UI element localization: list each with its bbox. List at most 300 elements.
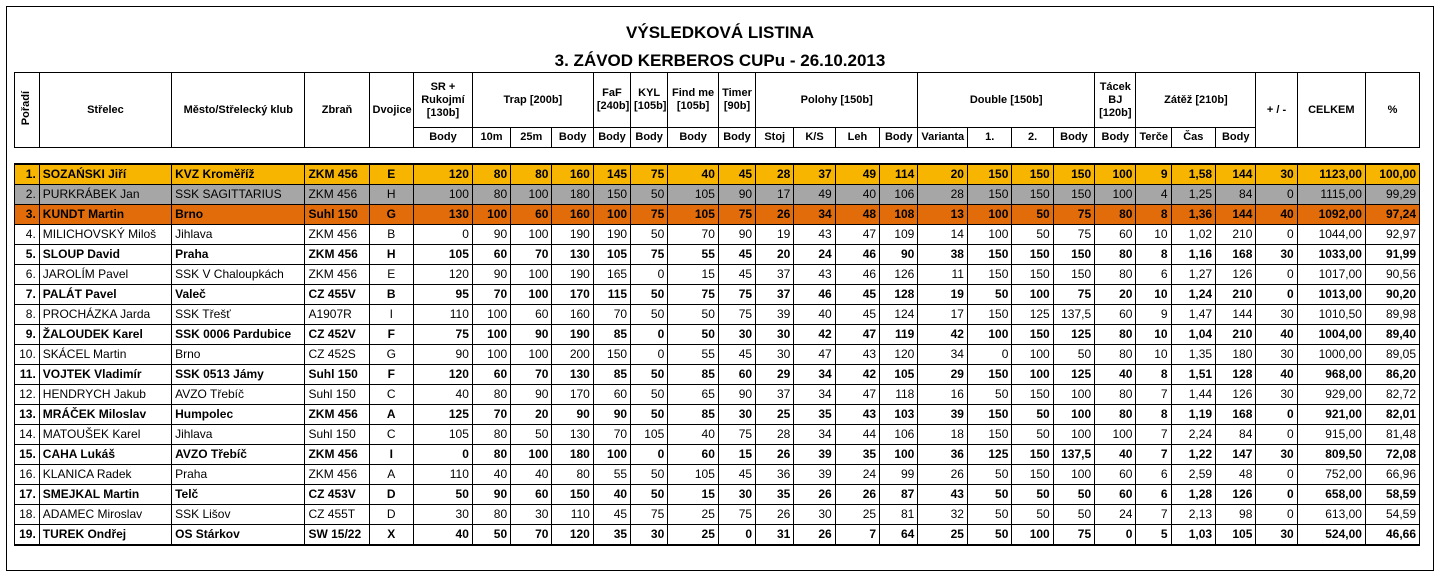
cell-ks: 34 [794, 365, 835, 385]
table-row [15, 205, 1420, 225]
cell-stoj: 37 [756, 265, 794, 285]
cell-rank: 4. [15, 225, 40, 245]
cell-varianta: 11 [918, 265, 968, 285]
table-row [15, 525, 1420, 546]
cell-findme-body: 75 [668, 285, 719, 305]
subheader-stoj: Stoj [756, 128, 794, 148]
cell-pair: E [369, 265, 413, 285]
cell-zatez-body: 210 [1216, 325, 1256, 345]
cell-sr-body: 50 [413, 485, 472, 505]
cell-stoj: 39 [756, 305, 794, 325]
cell-polohy-body: 105 [880, 365, 918, 385]
cell-varianta: 32 [918, 505, 968, 525]
cell-tacek-body: 60 [1095, 485, 1136, 505]
cell-trap-25m: 60 [511, 205, 552, 225]
cell-celkem: 1004,00 [1297, 325, 1365, 345]
cell-celkem: 1123,00 [1297, 164, 1365, 185]
cell-kyl-body: 0 [631, 325, 668, 345]
header-polohy: Polohy [150b] [756, 73, 918, 128]
cell-double-2: 100 [1012, 345, 1053, 365]
cell-faf-body: 85 [593, 365, 630, 385]
cell-timer-body: 45 [718, 245, 755, 265]
cell-varianta: 38 [918, 245, 968, 265]
cell-weapon: CZ 452S [305, 345, 369, 365]
cell-plusminus: 0 [1256, 485, 1297, 505]
cell-trap-25m: 70 [511, 525, 552, 546]
cell-findme-body: 55 [668, 245, 719, 265]
cell-faf-body: 35 [593, 525, 630, 546]
cell-double-1: 50 [967, 285, 1011, 305]
cell-pair: G [369, 345, 413, 365]
cell-faf-body: 190 [593, 225, 630, 245]
cell-trap-body: 160 [552, 164, 593, 185]
cell-varianta: 20 [918, 164, 968, 185]
cell-terce: 8 [1136, 365, 1171, 385]
cell-ks: 39 [794, 465, 835, 485]
cell-shooter: PROCHÁZKA Jarda [39, 305, 171, 325]
subheader-varianta: Varianta [918, 128, 968, 148]
cell-sr-body: 120 [413, 265, 472, 285]
cell-timer-body: 45 [718, 465, 755, 485]
cell-trap-10m: 70 [472, 285, 510, 305]
cell-club: SSK 0006 Pardubice [172, 325, 305, 345]
cell-weapon: ZKM 456 [305, 164, 369, 185]
cell-stoj: 28 [756, 164, 794, 185]
cell-double-2: 50 [1012, 225, 1053, 245]
cell-plusminus: 30 [1256, 385, 1297, 405]
cell-leh: 40 [835, 185, 879, 205]
cell-tacek-body: 40 [1095, 445, 1136, 465]
cell-trap-25m: 100 [511, 345, 552, 365]
cell-plusminus: 0 [1256, 265, 1297, 285]
cell-terce: 6 [1136, 465, 1171, 485]
cell-faf-body: 100 [593, 205, 630, 225]
cell-timer-body: 90 [718, 225, 755, 245]
cell-club: AVZO Třebíč [172, 385, 305, 405]
cell-leh: 46 [835, 245, 879, 265]
cell-polohy-body: 108 [880, 205, 918, 225]
cell-sr-body: 0 [413, 445, 472, 465]
cell-leh: 42 [835, 365, 879, 385]
cell-pct: 90,56 [1365, 265, 1419, 285]
cell-stoj: 26 [756, 505, 794, 525]
cell-varianta: 34 [918, 345, 968, 365]
cell-zatez-body: 128 [1216, 365, 1256, 385]
cell-varianta: 14 [918, 225, 968, 245]
cell-cas: 2,13 [1171, 505, 1215, 525]
cell-pair: C [369, 425, 413, 445]
cell-rank: 11. [15, 365, 40, 385]
cell-double-body: 137,5 [1053, 445, 1094, 465]
cell-leh: 45 [835, 285, 879, 305]
cell-rank: 12. [15, 385, 40, 405]
cell-rank: 5. [15, 245, 40, 265]
cell-pair: D [369, 485, 413, 505]
cell-pair: I [369, 445, 413, 465]
header-zbran: Zbraň [305, 73, 369, 148]
table-row [15, 485, 1420, 505]
cell-trap-body: 80 [552, 465, 593, 485]
cell-findme-body: 15 [668, 485, 719, 505]
cell-double-1: 100 [967, 325, 1011, 345]
cell-double-1: 100 [967, 205, 1011, 225]
cell-sr-body: 110 [413, 305, 472, 325]
cell-polohy-body: 100 [880, 445, 918, 465]
header-timer: Timer [90b] [718, 73, 755, 128]
cell-trap-body: 170 [552, 385, 593, 405]
cell-stoj: 37 [756, 285, 794, 305]
cell-club: Brno [172, 205, 305, 225]
cell-weapon: Suhl 150 [305, 425, 369, 445]
cell-rank: 18. [15, 505, 40, 525]
cell-pair: E [369, 164, 413, 185]
cell-celkem: 1033,00 [1297, 245, 1365, 265]
cell-rank: 17. [15, 485, 40, 505]
subheader-trap-25m: 25m [511, 128, 552, 148]
table-row [15, 305, 1420, 325]
cell-celkem: 968,00 [1297, 365, 1365, 385]
cell-kyl-body: 50 [631, 225, 668, 245]
cell-trap-body: 190 [552, 325, 593, 345]
cell-rank: 16. [15, 465, 40, 485]
header-kyl: KYL [105b] [631, 73, 668, 128]
cell-plusminus: 0 [1256, 225, 1297, 245]
cell-timer-body: 75 [718, 425, 755, 445]
cell-weapon: ZKM 456 [305, 445, 369, 465]
cell-trap-body: 90 [552, 405, 593, 425]
subheader-trap-10m: 10m [472, 128, 510, 148]
cell-cas: 1,03 [1171, 525, 1215, 546]
cell-leh: 26 [835, 485, 879, 505]
cell-ks: 39 [794, 445, 835, 465]
cell-celkem: 1044,00 [1297, 225, 1365, 245]
cell-trap-25m: 70 [511, 365, 552, 385]
subheader-timer-body: Body [718, 128, 755, 148]
cell-plusminus: 40 [1256, 365, 1297, 385]
cell-pair: F [369, 325, 413, 345]
cell-faf-body: 40 [593, 485, 630, 505]
cell-sr-body: 40 [413, 385, 472, 405]
cell-stoj: 20 [756, 245, 794, 265]
cell-tacek-body: 80 [1095, 205, 1136, 225]
cell-shooter: TUREK Ondřej [39, 525, 171, 546]
cell-pair: H [369, 185, 413, 205]
header-mesto: Město/Střelecký klub [172, 73, 305, 148]
cell-polohy-body: 109 [880, 225, 918, 245]
table-row [15, 285, 1420, 305]
cell-polohy-body: 87 [880, 485, 918, 505]
cell-tacek-body: 0 [1095, 525, 1136, 546]
cell-timer-body: 0 [718, 525, 755, 546]
cell-weapon: Suhl 150 [305, 385, 369, 405]
cell-sr-body: 105 [413, 245, 472, 265]
cell-terce: 7 [1136, 385, 1171, 405]
cell-stoj: 35 [756, 485, 794, 505]
cell-trap-10m: 90 [472, 225, 510, 245]
cell-leh: 35 [835, 445, 879, 465]
cell-plusminus: 30 [1256, 525, 1297, 546]
cell-zatez-body: 84 [1216, 425, 1256, 445]
header-double: Double [150b] [918, 73, 1095, 128]
cell-trap-10m: 60 [472, 245, 510, 265]
cell-timer-body: 45 [718, 345, 755, 365]
header-dvojice: Dvojice [369, 73, 413, 148]
cell-double-1: 50 [967, 505, 1011, 525]
cell-zatez-body: 126 [1216, 485, 1256, 505]
cell-shooter: PURKRÁBEK Jan [39, 185, 171, 205]
cell-double-body: 125 [1053, 325, 1094, 345]
cell-terce: 10 [1136, 285, 1171, 305]
cell-findme-body: 25 [668, 505, 719, 525]
cell-findme-body: 25 [668, 525, 719, 546]
table-row [15, 345, 1420, 365]
cell-polohy-body: 64 [880, 525, 918, 546]
cell-kyl-body: 50 [631, 485, 668, 505]
cell-double-2: 100 [1012, 525, 1053, 546]
cell-celkem: 1017,00 [1297, 265, 1365, 285]
cell-polohy-body: 126 [880, 265, 918, 285]
cell-club: Praha [172, 245, 305, 265]
cell-sr-body: 110 [413, 465, 472, 485]
cell-zatez-body: 144 [1216, 164, 1256, 185]
cell-leh: 43 [835, 405, 879, 425]
cell-double-body: 50 [1053, 505, 1094, 525]
cell-trap-10m: 80 [472, 445, 510, 465]
cell-faf-body: 55 [593, 465, 630, 485]
cell-polohy-body: 106 [880, 185, 918, 205]
subheader-faf-body: Body [593, 128, 630, 148]
cell-tacek-body: 40 [1095, 365, 1136, 385]
cell-stoj: 28 [756, 425, 794, 445]
cell-double-2: 150 [1012, 185, 1053, 205]
cell-trap-25m: 100 [511, 285, 552, 305]
cell-terce: 7 [1136, 505, 1171, 525]
cell-timer-body: 30 [718, 485, 755, 505]
cell-tacek-body: 24 [1095, 505, 1136, 525]
cell-faf-body: 115 [593, 285, 630, 305]
cell-pct: 90,20 [1365, 285, 1419, 305]
cell-terce: 5 [1136, 525, 1171, 546]
cell-weapon: ZKM 456 [305, 405, 369, 425]
cell-celkem: 1000,00 [1297, 345, 1365, 365]
cell-zatez-body: 180 [1216, 345, 1256, 365]
cell-celkem: 921,00 [1297, 405, 1365, 425]
cell-leh: 43 [835, 345, 879, 365]
cell-trap-25m: 100 [511, 445, 552, 465]
cell-stoj: 31 [756, 525, 794, 546]
cell-findme-body: 105 [668, 465, 719, 485]
cell-trap-body: 180 [552, 445, 593, 465]
cell-double-body: 150 [1053, 265, 1094, 285]
cell-double-2: 150 [1012, 465, 1053, 485]
cell-weapon: CZ 455V [305, 285, 369, 305]
cell-cas: 2,24 [1171, 425, 1215, 445]
cell-leh: 48 [835, 205, 879, 225]
spacer-cell [15, 148, 1420, 165]
cell-findme-body: 15 [668, 265, 719, 285]
table-row [15, 185, 1420, 205]
cell-pct: 91,99 [1365, 245, 1419, 265]
subheader-trap-body: Body [552, 128, 593, 148]
cell-terce: 10 [1136, 345, 1171, 365]
cell-double-body: 125 [1053, 365, 1094, 385]
cell-weapon: ZKM 456 [305, 225, 369, 245]
cell-shooter: KLANICA Radek [39, 465, 171, 485]
cell-pair: A [369, 405, 413, 425]
cell-pct: 54,59 [1365, 505, 1419, 525]
cell-timer-body: 60 [718, 365, 755, 385]
cell-pct: 97,24 [1365, 205, 1419, 225]
cell-club: AVZO Třebíč [172, 445, 305, 465]
cell-findme-body: 55 [668, 345, 719, 365]
cell-terce: 7 [1136, 425, 1171, 445]
cell-timer-body: 75 [718, 505, 755, 525]
cell-stoj: 19 [756, 225, 794, 245]
cell-faf-body: 85 [593, 325, 630, 345]
cell-timer-body: 45 [718, 265, 755, 285]
cell-pair: I [369, 305, 413, 325]
cell-trap-body: 150 [552, 485, 593, 505]
cell-polohy-body: 103 [880, 405, 918, 425]
cell-ks: 35 [794, 405, 835, 425]
cell-shooter: MRÁČEK Miloslav [39, 405, 171, 425]
cell-kyl-body: 105 [631, 425, 668, 445]
cell-polohy-body: 120 [880, 345, 918, 365]
cell-kyl-body: 50 [631, 385, 668, 405]
cell-plusminus: 0 [1256, 185, 1297, 205]
cell-kyl-body: 50 [631, 465, 668, 485]
cell-trap-25m: 40 [511, 465, 552, 485]
cell-trap-body: 190 [552, 265, 593, 285]
results-body [15, 164, 1420, 545]
cell-weapon: SW 15/22 [305, 525, 369, 546]
cell-tacek-body: 80 [1095, 265, 1136, 285]
cell-polohy-body: 124 [880, 305, 918, 325]
cell-trap-body: 170 [552, 285, 593, 305]
cell-plusminus: 30 [1256, 445, 1297, 465]
cell-weapon: CZ 452V [305, 325, 369, 345]
cell-rank: 8. [15, 305, 40, 325]
cell-ks: 24 [794, 245, 835, 265]
cell-double-body: 100 [1053, 425, 1094, 445]
cell-celkem: 929,00 [1297, 385, 1365, 405]
cell-weapon: ZKM 456 [305, 245, 369, 265]
cell-club: SSK Lišov [172, 505, 305, 525]
cell-zatez-body: 98 [1216, 505, 1256, 525]
cell-double-1: 125 [967, 445, 1011, 465]
table-row [15, 325, 1420, 345]
cell-terce: 9 [1136, 164, 1171, 185]
page-title: VÝSLEDKOVÁ LISTINA [626, 23, 814, 42]
cell-zatez-body: 144 [1216, 305, 1256, 325]
subheader-terce: Terče [1136, 128, 1171, 148]
cell-findme-body: 50 [668, 305, 719, 325]
cell-ks: 42 [794, 325, 835, 345]
cell-club: SSK 0513 Jámy [172, 365, 305, 385]
cell-polohy-body: 90 [880, 245, 918, 265]
cell-kyl-body: 50 [631, 285, 668, 305]
cell-double-2: 100 [1012, 285, 1053, 305]
cell-varianta: 17 [918, 305, 968, 325]
cell-findme-body: 65 [668, 385, 719, 405]
cell-weapon: CZ 455T [305, 505, 369, 525]
header-spacer [15, 148, 1420, 165]
cell-trap-25m: 80 [511, 164, 552, 185]
cell-pair: G [369, 205, 413, 225]
cell-double-body: 75 [1053, 225, 1094, 245]
table-row [15, 225, 1420, 245]
cell-ks: 26 [794, 525, 835, 546]
cell-terce: 6 [1136, 265, 1171, 285]
cell-double-1: 50 [967, 465, 1011, 485]
cell-double-2: 50 [1012, 205, 1053, 225]
cell-terce: 8 [1136, 405, 1171, 425]
cell-trap-body: 160 [552, 205, 593, 225]
cell-pair: X [369, 525, 413, 546]
table-row [15, 164, 1420, 185]
cell-trap-10m: 70 [472, 405, 510, 425]
cell-kyl-body: 75 [631, 505, 668, 525]
cell-varianta: 18 [918, 425, 968, 445]
cell-trap-body: 130 [552, 365, 593, 385]
cell-sr-body: 120 [413, 164, 472, 185]
cell-timer-body: 90 [718, 185, 755, 205]
cell-double-body: 75 [1053, 285, 1094, 305]
cell-leh: 24 [835, 465, 879, 485]
cell-double-2: 150 [1012, 445, 1053, 465]
cell-trap-10m: 90 [472, 265, 510, 285]
cell-trap-body: 120 [552, 525, 593, 546]
cell-terce: 10 [1136, 325, 1171, 345]
cell-double-2: 150 [1012, 265, 1053, 285]
cell-rank: 7. [15, 285, 40, 305]
cell-findme-body: 40 [668, 164, 719, 185]
cell-zatez-body: 168 [1216, 245, 1256, 265]
subheader-tacek-body: Body [1095, 128, 1136, 148]
cell-cas: 1,19 [1171, 405, 1215, 425]
cell-zatez-body: 84 [1216, 185, 1256, 205]
cell-trap-body: 200 [552, 345, 593, 365]
cell-double-2: 150 [1012, 385, 1053, 405]
cell-tacek-body: 80 [1095, 345, 1136, 365]
header-celkem: CELKEM [1297, 73, 1365, 148]
cell-shooter: KUNDT Martin [39, 205, 171, 225]
cell-plusminus: 40 [1256, 325, 1297, 345]
cell-trap-10m: 100 [472, 205, 510, 225]
cell-findme-body: 60 [668, 445, 719, 465]
cell-kyl-body: 50 [631, 405, 668, 425]
cell-double-1: 150 [967, 185, 1011, 205]
cell-double-body: 150 [1053, 185, 1094, 205]
cell-celkem: 915,00 [1297, 425, 1365, 445]
cell-kyl-body: 75 [631, 205, 668, 225]
cell-pair: A [369, 465, 413, 485]
header-strelec: Střelec [39, 73, 171, 148]
cell-double-body: 150 [1053, 164, 1094, 185]
cell-ks: 34 [794, 425, 835, 445]
cell-sr-body: 90 [413, 345, 472, 365]
cell-celkem: 1010,50 [1297, 305, 1365, 325]
cell-double-body: 75 [1053, 525, 1094, 546]
cell-trap-25m: 70 [511, 245, 552, 265]
cell-polohy-body: 118 [880, 385, 918, 405]
cell-plusminus: 30 [1256, 245, 1297, 265]
cell-shooter: SLOUP David [39, 245, 171, 265]
cell-trap-25m: 20 [511, 405, 552, 425]
cell-varianta: 19 [918, 285, 968, 305]
subheader-double-1: 1. [967, 128, 1011, 148]
subheader-kyl-body: Body [631, 128, 668, 148]
